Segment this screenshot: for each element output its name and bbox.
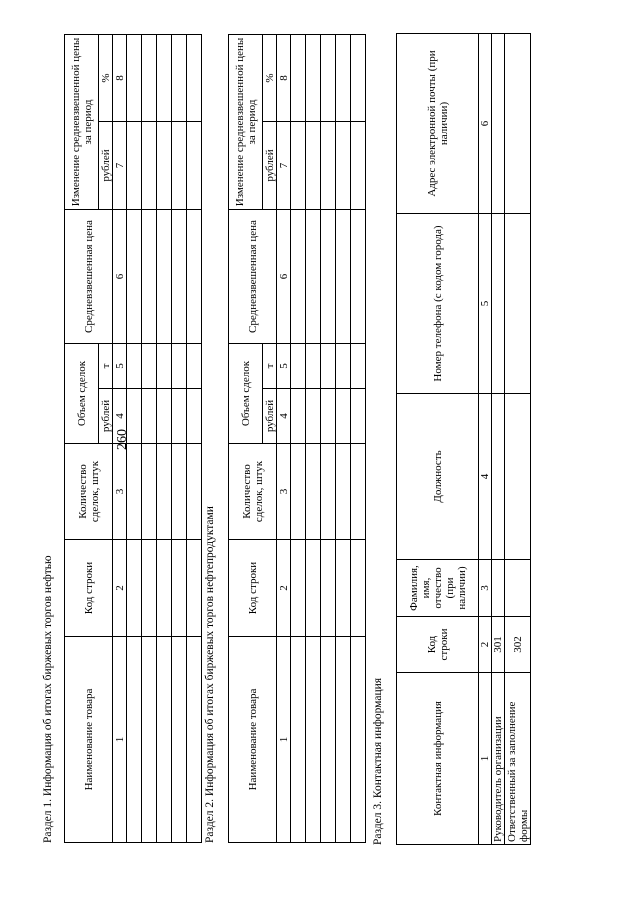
table-cell — [172, 389, 187, 444]
table-cell — [187, 540, 202, 637]
table-cell — [351, 389, 366, 444]
header-change: Изменение средневзвешенной цены за период — [229, 34, 263, 209]
column-number: 4 — [113, 389, 127, 444]
header-change-rub: рублей — [263, 122, 277, 210]
table-cell — [142, 210, 157, 344]
header-volume-rub: рублей — [99, 389, 113, 444]
column-number: 6 — [479, 34, 492, 214]
table-cell — [336, 540, 351, 637]
empty-rows — [127, 34, 202, 842]
table-cell — [187, 34, 202, 121]
table-row — [321, 34, 336, 842]
header-position: Должность — [397, 394, 479, 560]
header-change-pct: % — [99, 34, 113, 121]
table-row — [336, 34, 351, 842]
column-number: 7 — [277, 122, 291, 210]
table-cell — [127, 389, 142, 444]
table-cell — [187, 637, 202, 843]
header-code: Код строки — [397, 617, 479, 673]
table-cell — [336, 210, 351, 344]
header-change-pct: % — [263, 34, 277, 121]
header-volume-t: т — [99, 344, 113, 389]
table-cell — [157, 444, 172, 540]
table-cell — [142, 344, 157, 389]
table-cell — [127, 444, 142, 540]
table-cell — [172, 444, 187, 540]
table-cell — [336, 344, 351, 389]
header-avg-price: Средневзвешенная цена — [65, 210, 113, 344]
header-name: Наименование товара — [65, 637, 113, 843]
oil-products-trading-table — [228, 34, 366, 843]
table-cell — [291, 344, 306, 389]
header-code: Код строки — [229, 540, 277, 637]
column-number: 3 — [113, 444, 127, 540]
table-cell — [321, 389, 336, 444]
header-change: Изменение средневзвешенной цены за период — [65, 34, 99, 209]
column-number: 5 — [113, 344, 127, 389]
header-volume: Объем сделок — [229, 344, 263, 444]
table-cell — [336, 637, 351, 843]
header-code: Код строки — [65, 540, 113, 637]
section-1-title: Раздел 1. Информация об итогах биржевых торгов нефтью — [42, 555, 54, 843]
header-change-rub: рублей — [99, 122, 113, 210]
oil-trading-table — [64, 34, 202, 843]
table-cell — [351, 210, 366, 344]
column-number: 5 — [277, 344, 291, 389]
table-row — [142, 34, 157, 842]
table-row — [351, 34, 366, 842]
column-number: 5 — [479, 214, 492, 394]
column-number: 1 — [479, 673, 492, 845]
table-cell — [127, 34, 142, 121]
table-cell — [351, 34, 366, 121]
table-cell — [321, 444, 336, 540]
table-row — [306, 34, 321, 842]
header-count: Количество сделок, штук — [229, 444, 277, 540]
table-cell — [336, 389, 351, 444]
table-cell — [306, 540, 321, 637]
table-cell — [336, 34, 351, 121]
page-number: 260 — [115, 429, 130, 450]
column-number: 3 — [277, 444, 291, 540]
table-row — [127, 34, 142, 842]
header-phone: Номер телефона (с кодом города) — [397, 214, 479, 394]
column-number: 4 — [479, 394, 492, 560]
header-avg-price: Средневзвешенная цена — [229, 210, 277, 344]
table-cell — [172, 122, 187, 210]
table-cell — [172, 637, 187, 843]
table-row — [172, 34, 187, 842]
table-row — [492, 34, 505, 845]
table-cell — [351, 122, 366, 210]
table-cell — [127, 344, 142, 389]
table-cell — [142, 122, 157, 210]
table-cell — [351, 444, 366, 540]
header-volume: Объем сделок — [65, 344, 99, 444]
column-number: 8 — [277, 34, 291, 121]
header-fio: Фамилия, имя, отчество (при наличии) — [397, 560, 479, 617]
table-cell — [291, 34, 306, 121]
table-cell — [172, 210, 187, 344]
header-contact: Контактная информация — [397, 673, 479, 845]
column-number: 6 — [113, 210, 127, 344]
section-2-title: Раздел 2. Информация об итогах биржевых торгов нефтепродуктами — [204, 506, 216, 843]
table-cell — [351, 540, 366, 637]
header-count: Количество сделок, штук — [65, 444, 113, 540]
table-cell — [306, 122, 321, 210]
table-cell — [321, 210, 336, 344]
table-cell — [142, 637, 157, 843]
table-cell — [321, 637, 336, 843]
table-cell — [157, 637, 172, 843]
column-numbers-row — [277, 34, 291, 842]
table-row — [157, 34, 172, 842]
table-cell — [291, 444, 306, 540]
table-cell — [321, 344, 336, 389]
table-cell — [157, 210, 172, 344]
table-cell — [172, 34, 187, 121]
table-cell — [172, 540, 187, 637]
table-cell — [306, 344, 321, 389]
header-email: Адрес электронной почты (при наличии) — [397, 34, 479, 214]
header-name: Наименование товара — [229, 637, 277, 843]
table-cell — [306, 389, 321, 444]
table-cell — [291, 210, 306, 344]
table-cell — [306, 637, 321, 843]
table-cell — [142, 540, 157, 637]
table-cell — [291, 637, 306, 843]
table-cell — [351, 344, 366, 389]
table-cell — [157, 344, 172, 389]
column-number: 2 — [479, 617, 492, 673]
column-number: 3 — [479, 560, 492, 617]
table-cell — [336, 444, 351, 540]
table-cell — [321, 122, 336, 210]
table-cell — [291, 122, 306, 210]
column-number: 8 — [113, 34, 127, 121]
table-cell — [187, 344, 202, 389]
table-cell — [172, 344, 187, 389]
table-row — [291, 34, 306, 842]
table-cell — [142, 34, 157, 121]
column-numbers-row — [479, 34, 492, 845]
table-cell — [321, 34, 336, 121]
column-number: 1 — [277, 637, 291, 843]
contact-info-table — [396, 33, 531, 845]
table-cell — [351, 637, 366, 843]
row-label-responsible: Ответственный за заполнение формы — [505, 673, 531, 845]
table-cell — [142, 389, 157, 444]
column-number: 2 — [277, 540, 291, 637]
table-cell — [157, 389, 172, 444]
table-cell — [127, 210, 142, 344]
table-cell — [157, 122, 172, 210]
table-cell — [187, 444, 202, 540]
column-number: 7 — [113, 122, 127, 210]
table-cell — [142, 444, 157, 540]
table-cell — [187, 210, 202, 344]
table-cell — [306, 34, 321, 121]
column-number: 6 — [277, 210, 291, 344]
table-cell — [187, 122, 202, 210]
table-cell — [187, 389, 202, 444]
header-volume-rub: рублей — [263, 389, 277, 444]
table-row — [505, 34, 531, 845]
table-cell — [157, 540, 172, 637]
empty-rows — [291, 34, 366, 842]
row-code: 301 — [492, 617, 505, 673]
row-label-head: Руководитель организации — [492, 673, 505, 845]
table-cell — [127, 540, 142, 637]
section-3-title: Раздел 3. Контактная информация — [372, 677, 384, 845]
row-code: 302 — [505, 617, 531, 673]
column-number: 4 — [277, 389, 291, 444]
table-cell — [127, 637, 142, 843]
table-cell — [306, 444, 321, 540]
table-cell — [291, 389, 306, 444]
table-cell — [127, 122, 142, 210]
header-volume-t: т — [263, 344, 277, 389]
table-cell — [291, 540, 306, 637]
column-number: 2 — [113, 540, 127, 637]
table-cell — [157, 34, 172, 121]
table-cell — [336, 122, 351, 210]
table-row — [187, 34, 202, 842]
table-cell — [306, 210, 321, 344]
table-cell — [321, 540, 336, 637]
column-number: 1 — [113, 637, 127, 843]
column-numbers-row — [113, 34, 127, 842]
